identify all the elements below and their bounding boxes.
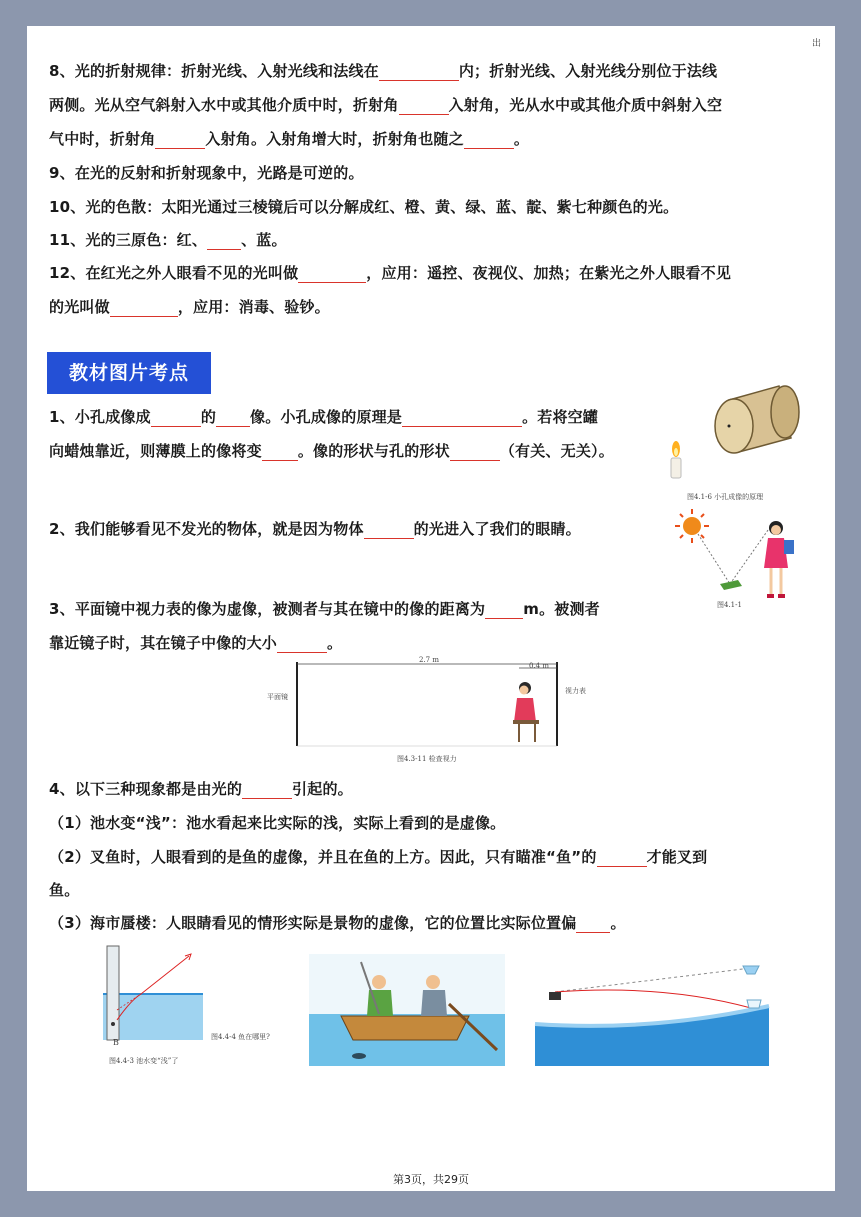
text: 的光进入了我们的眼睛。 (413, 520, 581, 538)
text: 才能叉到 (646, 848, 708, 866)
answer-blank[interactable] (277, 638, 327, 653)
eye-chart-label: 视力表 (565, 687, 586, 695)
text: 入射角。入射角增大时，折射角也随之 (205, 130, 464, 148)
pinhole-figure (667, 378, 807, 506)
question-line (49, 632, 342, 653)
answer-blank[interactable] (364, 524, 414, 539)
question-line (49, 912, 626, 933)
answer-blank[interactable] (379, 66, 459, 81)
object-dot (111, 1022, 115, 1026)
virtual-ray (555, 968, 751, 992)
text: （有关、无关）。 (499, 442, 614, 460)
text: 入射角，光从水中或其他介质中斜射入空 (448, 96, 723, 114)
mirage-image (743, 966, 759, 974)
text: 的光叫做 (49, 298, 110, 316)
answer-blank[interactable] (151, 412, 201, 427)
question-line: （1）池水变“浅”：池水看起来比实际的浅，实际上看到的是虚像。 (49, 814, 506, 832)
fish-image (352, 1053, 366, 1059)
text: 11、光的三原色：红、 (49, 231, 208, 249)
eye-test-figure (257, 656, 586, 766)
text-line (49, 296, 330, 317)
text: 1、小孔成像成 (49, 408, 151, 426)
text: 靠近镜子时，其在镜子中像的大小 (49, 634, 278, 652)
text: m。被测者 (523, 600, 600, 618)
text-line (49, 94, 722, 115)
text: 两侧。光从空气斜射入水中或其他介质中时，折射角 (49, 96, 399, 114)
light-ray (730, 530, 768, 584)
answer-blank[interactable] (464, 134, 514, 149)
pinhole-can-image (715, 386, 799, 453)
mirage-figure (533, 962, 773, 1068)
answer-blank[interactable] (450, 446, 500, 461)
text: 。像的形状与孔的形状 (297, 442, 450, 460)
answer-blank[interactable] (110, 302, 178, 317)
girl-image (764, 521, 794, 598)
candle-image (671, 441, 681, 478)
document-page (27, 26, 835, 1191)
question-line (49, 406, 598, 427)
question-line: 鱼。 (49, 881, 80, 899)
text: 内；折射光线、入射光线分别位于法线 (458, 62, 718, 80)
boat-image (341, 1016, 469, 1040)
text-line (49, 229, 287, 250)
text: 像。小孔成像的原理是 (250, 408, 403, 426)
text: 的 (200, 408, 217, 426)
light-ray (555, 990, 751, 1008)
sky (309, 954, 505, 1014)
question-line (49, 598, 600, 619)
island-image (747, 1000, 761, 1008)
question-line (49, 778, 353, 799)
text-line (49, 262, 731, 283)
question-line (49, 440, 614, 461)
text: 向蜡烛靠近，则薄膜上的像将变 (49, 442, 262, 460)
text-line (49, 60, 717, 81)
text: （2）叉鱼时，人眼看到的是鱼的虚像，并且在鱼的上方。因此，只有瞄准“鱼”的 (49, 848, 597, 866)
observer-image (549, 992, 561, 1000)
figure-caption: 图4.4-4 鱼在哪里? (211, 1033, 270, 1041)
light-ray (698, 534, 730, 584)
text: 引起的。 (292, 780, 353, 798)
text: 气中时，折射角 (49, 130, 156, 148)
fishing-boat-figure (309, 954, 505, 1066)
answer-blank[interactable] (155, 134, 205, 149)
figure-caption: 图4.3-11 检查视力 (397, 755, 457, 763)
text: 8、光的折射规律：折射光线、入射光线和法线在 (49, 62, 379, 80)
figure-caption: 图4.4-3 池水变“浅”了 (109, 1057, 179, 1065)
book-image (720, 580, 742, 590)
answer-blank[interactable] (597, 852, 647, 867)
sun-image (675, 509, 709, 543)
answer-blank[interactable] (402, 412, 522, 427)
seated-girl-image (513, 682, 539, 742)
answer-blank[interactable] (242, 784, 292, 799)
text: 12、在红光之外人眼看不见的光叫做 (49, 264, 299, 282)
answer-blank[interactable] (262, 446, 298, 461)
text: ，应用：消毒、验钞。 (177, 298, 330, 316)
answer-blank[interactable] (216, 412, 250, 427)
question-line (49, 518, 581, 539)
reflection-figure (672, 506, 807, 606)
text-line: 9、在光的反射和折射现象中，光路是可逆的。 (49, 164, 364, 182)
distance-label-small: 0.4 m (529, 662, 549, 670)
text: ，应用：遥控、夜视仪、加热；在紫光之外人眼看不见 (366, 264, 732, 282)
text-line (49, 128, 529, 149)
figure-caption: 图4.1-6 小孔成像的原理 (687, 493, 764, 501)
mirror-label: 平面镜 (267, 693, 288, 701)
question-line (49, 846, 707, 867)
answer-blank[interactable] (207, 235, 241, 250)
point-label: B (113, 1038, 119, 1047)
text: 3、平面镜中视力表的像为虚像，被测者与其在镜中的像的距离为 (49, 600, 486, 618)
text: 。若将空罐 (522, 408, 599, 426)
text: 。 (327, 634, 343, 652)
answer-blank[interactable] (298, 268, 366, 283)
text-line: 10、光的色散：太阳光通过三棱镜后可以分解成红、橙、黄、绿、蓝、靛、紫七种颜色的光。 (49, 198, 679, 216)
distance-label: 2.7 m (419, 656, 439, 664)
answer-blank[interactable] (399, 100, 449, 115)
figure-caption: 图4.1-1 (717, 601, 742, 609)
text: 。 (513, 130, 530, 148)
text: 4、以下三种现象都是由光的 (49, 780, 243, 798)
text: 。 (610, 914, 626, 932)
page-footer: 第3页，共29页 (393, 1173, 469, 1186)
text: 2、我们能够看见不发光的物体，就是因为物体 (49, 520, 364, 538)
text: （3）海市蜃楼：人眼睛看见的情形实际是景物的虚像，它的位置比实际位置偏 (49, 914, 577, 932)
answer-blank[interactable] (576, 918, 610, 933)
text: 、蓝。 (241, 231, 287, 249)
section-title-badge: 教材图片考点 (47, 352, 211, 394)
answer-blank[interactable] (485, 604, 523, 619)
corner-mark: 出 (811, 39, 821, 49)
